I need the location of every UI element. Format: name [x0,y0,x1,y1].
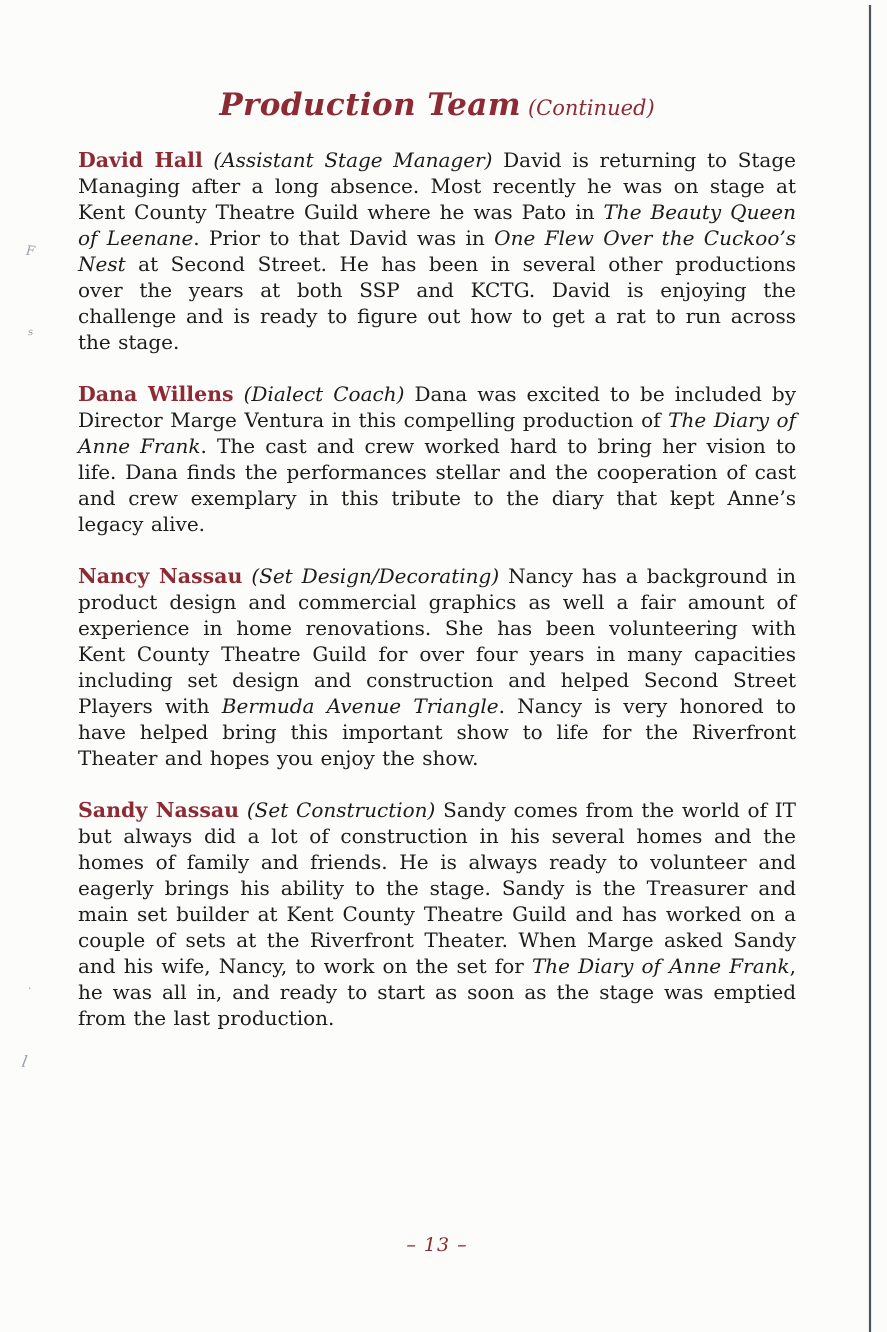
bio-body-text: . Prior to that David was in [193,226,495,250]
page-title-text: Production Team [219,87,521,123]
page-content [78,0,796,1057]
bio-paragraph [78,381,796,537]
bio-role: (Set Construction) [246,798,436,822]
page-title [78,0,796,128]
scan-artifact: s [27,326,34,339]
bio-body-text: at Second Street. He has been in several other productions over the years at both SSP and KCTG. David is enjoying the challenge and is ready to figure out how to get a rat to run across the stage. [78,252,796,354]
bio-body-text: . The cast and crew worked hard to bring her vision to life. Dana finds the performances stellar and the cooperation of cast and crew exemplary in this tribute to the diary that kept Anne’s legacy alive. [78,434,796,536]
bio-list [78,147,796,1031]
bio-body-text: . Nancy is very honored to have helped bring this important show to life for the Riverfront Theater and hopes you enjoy the show. [78,694,797,770]
bio-text [78,564,796,770]
bio-role: (Set Design/Decorating) [251,564,500,588]
scan-artifact: F [25,243,36,260]
page-edge-line [869,5,871,1332]
show-title-text: The Beauty Queen of Leenane [78,200,797,250]
bio-name: David Hall [78,148,203,172]
scan-artifact: l [20,1051,29,1072]
bio-body-text: Dana was excited to be included by Director Marge Ventura in this compelling production of [78,382,797,432]
bio-paragraph [78,797,796,1031]
bio-body-text: , he was all in, and ready to start as soon as the stage was emptied from the last production. [78,954,797,1030]
bio-text [78,798,796,1030]
bio-paragraph [78,563,796,771]
bio-body-text: Nancy has a background in product design and commercial graphics as well a fair amount of experience in home renovations. She has been volunteering with Kent County Theatre Guild for over four years in many capacities including set design and construction and helped Second Street Players with [78,564,797,718]
bio-name: Dana Willens [78,382,234,406]
bio-name: Nancy Nassau [78,564,243,588]
bio-role: (Assistant Stage Manager) [213,148,493,172]
show-title-text: One Flew Over the Cuckoo’s Nest [78,226,797,276]
scan-artifact: · [28,982,32,995]
bio-paragraph [78,147,796,355]
show-title-text: Bermuda Avenue Triangle [221,694,499,718]
page-number: – 13 – [406,1234,468,1256]
bio-name: Sandy Nassau [78,798,240,822]
bio-text [78,148,796,354]
page-title-suffix: (Continued) [527,96,655,120]
bio-body-text: Sandy comes from the world of IT but always did a lot of construction in his several homes and the homes of family and friends. He is always ready to volunteer and eagerly brings his ability to the stage. Sandy is the Treasurer and main set builder at Kent County Theatre Guild and has worked on a couple of sets at the Riverfront Theater. When Marge asked Sandy and his wife, Nancy, to work on the set for [78,798,797,978]
bio-role: (Dialect Coach) [243,382,405,406]
bio-body-text: David is returning to Stage Managing after a long absence. Most recently he was on stage at Kent County Theatre Guild where he was Pato in [78,148,796,224]
show-title-text: The Diary of Anne Frank [531,954,790,978]
show-title-text: The Diary of Anne Frank [78,408,796,458]
